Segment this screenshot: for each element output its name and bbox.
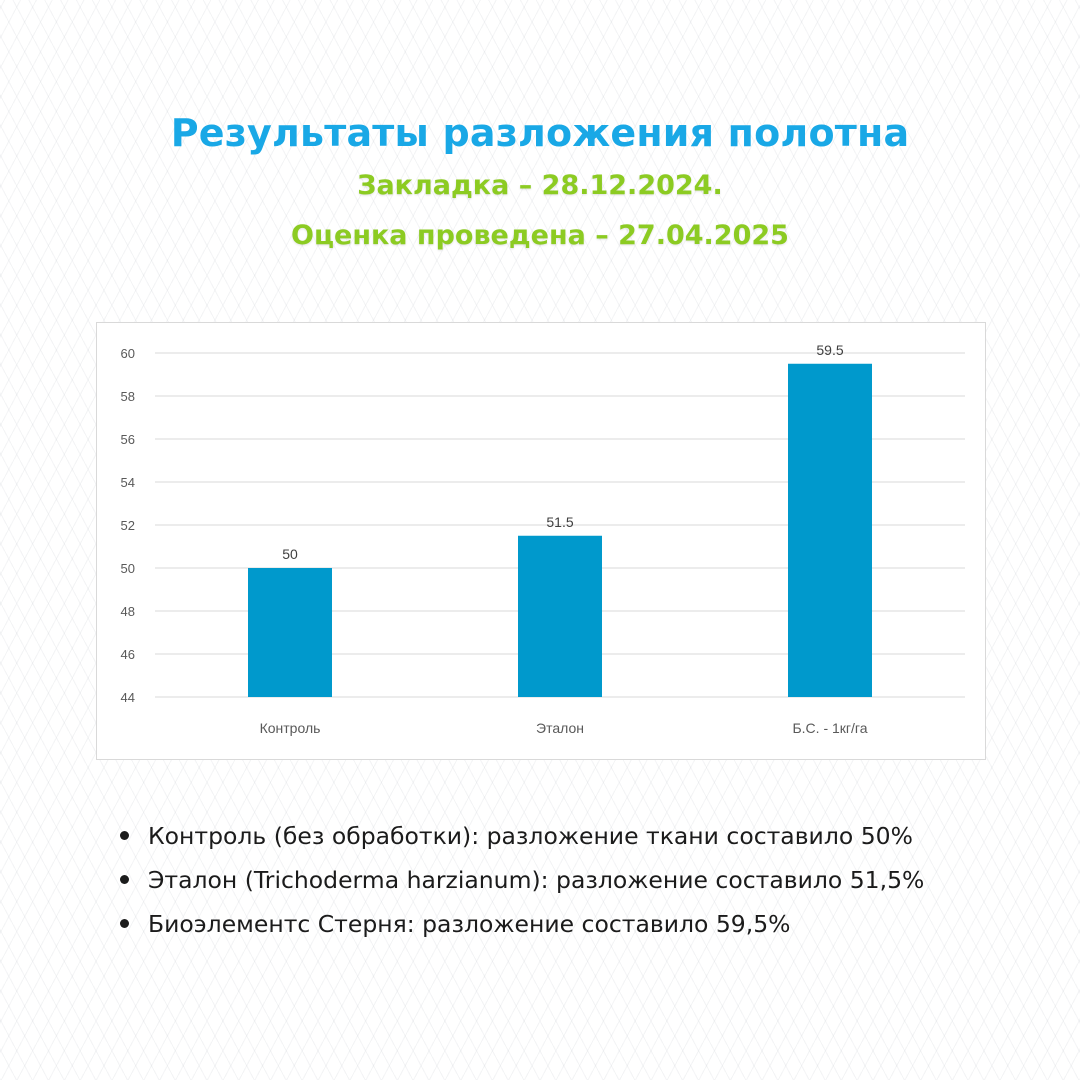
notes-list <box>118 814 924 946</box>
y-tick-label: 60 <box>120 346 135 361</box>
x-category-label: Эталон <box>536 720 584 736</box>
note-text: Биоэлементс Стерня: разложение составило 59,5% <box>148 910 791 938</box>
y-tick-label: 44 <box>120 690 135 705</box>
subtitle-line-2: Оценка проведена – 27.04.2025 <box>291 220 789 251</box>
y-tick-label: 56 <box>120 432 135 447</box>
y-tick-label: 48 <box>120 604 135 619</box>
bullet-icon <box>120 831 129 840</box>
y-tick-label: 50 <box>120 561 135 576</box>
bar <box>788 364 872 697</box>
bar <box>518 536 602 697</box>
y-tick-label: 54 <box>120 475 135 490</box>
note-text: Контроль (без обработки): разложение ткани составило 50% <box>148 822 913 850</box>
chart-card <box>96 322 986 760</box>
bullet-icon <box>120 875 129 884</box>
note-control <box>118 814 924 858</box>
bar-chart <box>97 323 985 759</box>
data-label: 50 <box>282 546 298 562</box>
x-category-label: Контроль <box>259 720 321 736</box>
bar <box>248 568 332 697</box>
x-category-label: Б.С. - 1кг/га <box>792 720 868 736</box>
note-bioelements <box>118 902 924 946</box>
y-tick-label: 58 <box>120 389 135 404</box>
data-label: 51.5 <box>546 513 574 530</box>
y-tick-label: 52 <box>120 518 135 533</box>
y-tick-label: 46 <box>120 647 135 662</box>
page-title: Результаты разложения полотна <box>170 111 910 155</box>
note-text: Эталон (Trichoderma harzianum): разложение составило 51,5% <box>148 866 925 894</box>
header <box>0 105 1080 261</box>
note-standard <box>118 858 924 902</box>
bullet-icon <box>120 919 129 928</box>
subtitle-line-1: Закладка – 28.12.2024. <box>357 170 723 201</box>
data-label: 59.5 <box>816 341 844 358</box>
